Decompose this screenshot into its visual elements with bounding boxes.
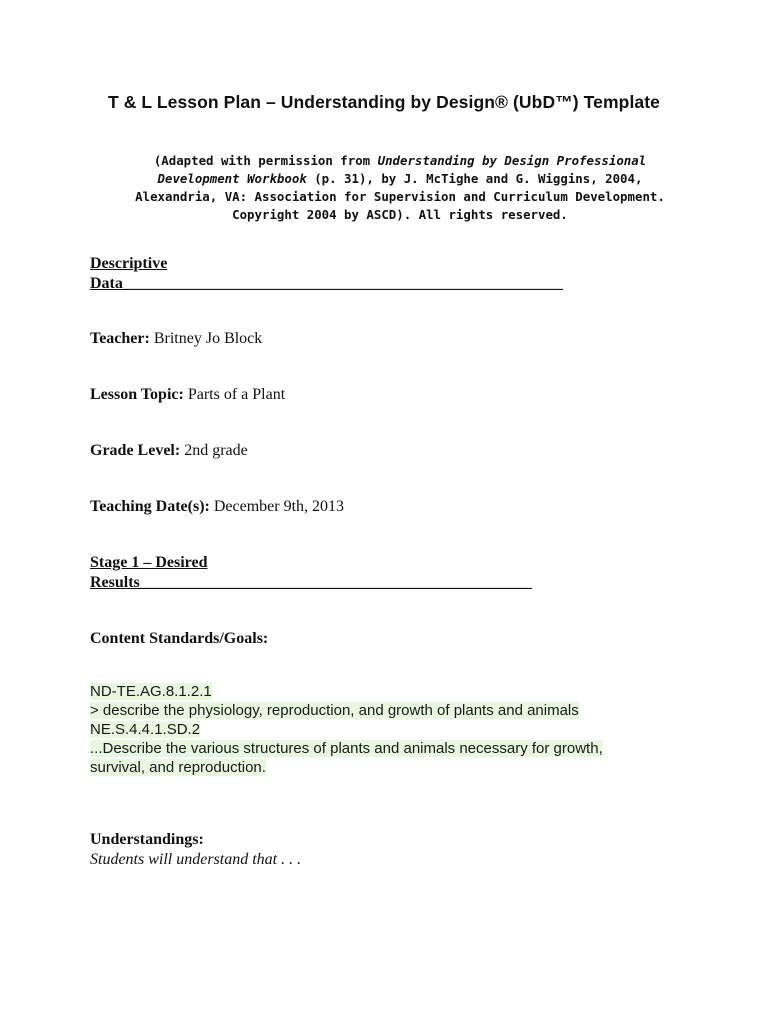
content-standards-heading: Content Standards/Goals: (90, 630, 269, 647)
attribution-book-title-cont: Development Workbook (157, 171, 307, 186)
standard-line (90, 739, 603, 758)
standard-line (90, 701, 603, 720)
lesson-topic-value: Parts of a Plant (183, 386, 286, 403)
stage-1-heading (90, 553, 532, 593)
attribution-note (90, 152, 710, 224)
teacher-label: Teacher: (90, 330, 150, 347)
teacher-field (90, 329, 262, 349)
teaching-date-label: Teaching Date(s): (90, 498, 210, 515)
teacher-value: Britney Jo Block (149, 330, 263, 347)
teaching-date-field (90, 497, 344, 517)
lesson-topic-label: Lesson Topic: (90, 386, 184, 403)
attribution-text: (Adapted with permission from (153, 153, 378, 168)
attribution-line-3: Alexandria, VA: Association for Supervision and Curriculum Development. (135, 189, 665, 204)
descriptive-data-heading (90, 254, 563, 294)
standard-line (90, 720, 603, 739)
stage-1-heading-line-2: Results_________________________________________________ (90, 574, 532, 591)
attribution-line-2 (90, 170, 710, 188)
understandings-heading: Understandings: (90, 831, 204, 848)
standard-line (90, 682, 603, 701)
standard-text: ND-TE.AG.8.1.2.1 (90, 683, 212, 700)
descriptive-heading-line-1: Descriptive (90, 255, 168, 272)
standard-text: ...Describe the various structures of plants and animals necessary for growth, (90, 740, 603, 757)
standard-text: NE.S.4.4.1.SD.2 (90, 721, 201, 738)
standard-line (90, 758, 603, 777)
grade-level-field (90, 441, 248, 461)
descriptive-heading-line-2: Data_______________________________________________________ (90, 275, 563, 292)
attribution-book-title: Understanding by Design Professional (377, 153, 647, 168)
page-title: T & L Lesson Plan – Understanding by Design® (UbD™) Template (107, 92, 661, 112)
attribution-line-4: Copyright 2004 by ASCD). All rights reserved. (232, 207, 568, 222)
standard-text: survival, and reproduction. (90, 759, 266, 776)
teaching-date-value: December 9th, 2013 (209, 498, 345, 515)
stage-1-heading-line-1: Stage 1 – Desired (90, 554, 208, 571)
attribution-line-1 (90, 152, 710, 170)
content-standards-list (90, 682, 603, 777)
understandings-prompt: Students will understand that . . . (90, 851, 302, 868)
grade-level-value: 2nd grade (180, 442, 248, 459)
lesson-topic-field (90, 385, 285, 405)
standard-text: > describe the physiology, reproduction, and growth of plants and animals (90, 702, 579, 719)
grade-level-label: Grade Level: (90, 442, 181, 459)
attribution-text: (p. 31), by J. McTighe and G. Wiggins, 2004, (306, 171, 643, 186)
